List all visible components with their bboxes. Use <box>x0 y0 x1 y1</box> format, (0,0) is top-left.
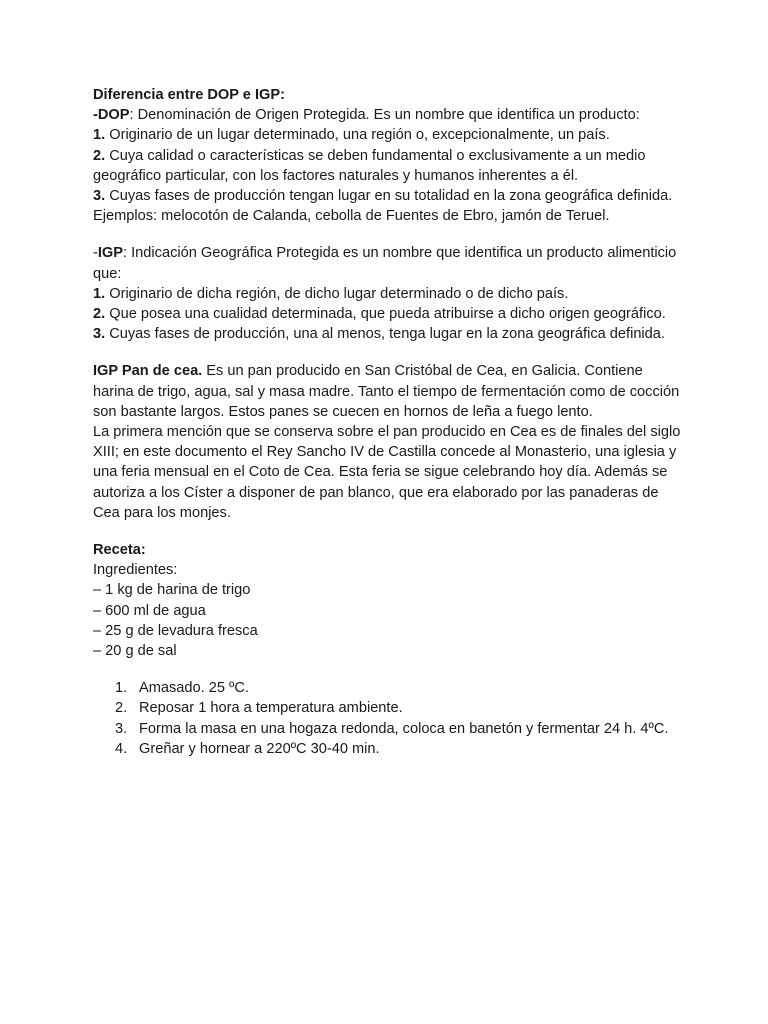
document-page <box>93 85 683 759</box>
dop-item-1: 1. Originario de un lugar determinado, una región o, excepcionalmente, un país. <box>93 127 610 144</box>
ingredient-item: – 25 g de levadura fresca <box>93 622 258 639</box>
igp-intro: -IGP: Indicación Geográfica Protegida es un nombre que identifica un producto alimenticio que: <box>93 245 677 282</box>
recipe-steps <box>93 678 683 759</box>
recipe-heading: Receta: <box>93 542 146 559</box>
pan-title: IGP Pan de cea. <box>93 363 203 380</box>
igp-item-2: 2. Que posea una cualidad determinada, que pueda atribuirse a dicho origen geográfico. <box>93 306 666 323</box>
igp-item-1: 1. Originario de dicha región, de dicho lugar determinado o de dicho país. <box>93 285 569 302</box>
recipe-step: 4. Greñar y hornear a 220ºC 30-40 min. <box>115 740 380 757</box>
dop-label: -DOP <box>93 107 130 124</box>
ingredients-label: Ingredientes: <box>93 562 178 579</box>
dop-item-2: 2. Cuya calidad o características se deben fundamental o exclusivamente a un medio geográfico particular, con los factores naturales y humanos inherentes a él. <box>93 147 646 184</box>
ingredient-item: – 20 g de sal <box>93 643 177 660</box>
ingredient-item: – 1 kg de harina de trigo <box>93 582 251 599</box>
dop-examples: Ejemplos: melocotón de Calanda, cebolla de Fuentes de Ebro, jamón de Teruel. <box>93 208 610 225</box>
recipe-step: 1. Amasado. 25 ºC. <box>115 680 249 697</box>
pan-history: La primera mención que se conserva sobre el pan producido en Cea es de finales del siglo XIII; en este documento el Rey Sancho IV de Castilla concede al Monasterio, una iglesia y una feria mensual en el Coto de Cea. Esta feria se sigue celebrando hoy día. Además se autoriza a los Císter a disponer de pan blanco, que era elaborado por las panaderas de Cea para los monjes. <box>93 424 681 521</box>
section-heading: Diferencia entre DOP e IGP: <box>93 87 285 103</box>
igp-item-3: 3. Cuyas fases de producción, una al menos, tenga lugar en la zona geográfica definida. <box>93 326 665 343</box>
ingredient-item: – 600 ml de agua <box>93 602 206 619</box>
recipe-step: 2. Reposar 1 hora a temperatura ambiente. <box>115 700 403 717</box>
igp-label: IGP <box>97 245 124 262</box>
recipe-step: 3. Forma la masa en una hogaza redonda, coloca en banetón y fermentar 24 h. 4ºC. <box>115 720 669 737</box>
pan-description: IGP Pan de cea. Es un pan producido en San Cristóbal de Cea, en Galicia. Contiene harina de trigo, agua, sal y masa madre. Tanto el tiempo de fermentación como de cocción son bastante largos. Estos panes se cuecen en hornos de leña a fuego lento. <box>93 363 680 420</box>
dop-intro: -DOP: Denominación de Origen Protegida. Es un nombre que identifica un producto: <box>93 107 640 124</box>
dop-item-3: 3. Cuyas fases de producción tengan lugar en su totalidad en la zona geográfica definida. <box>93 188 673 205</box>
